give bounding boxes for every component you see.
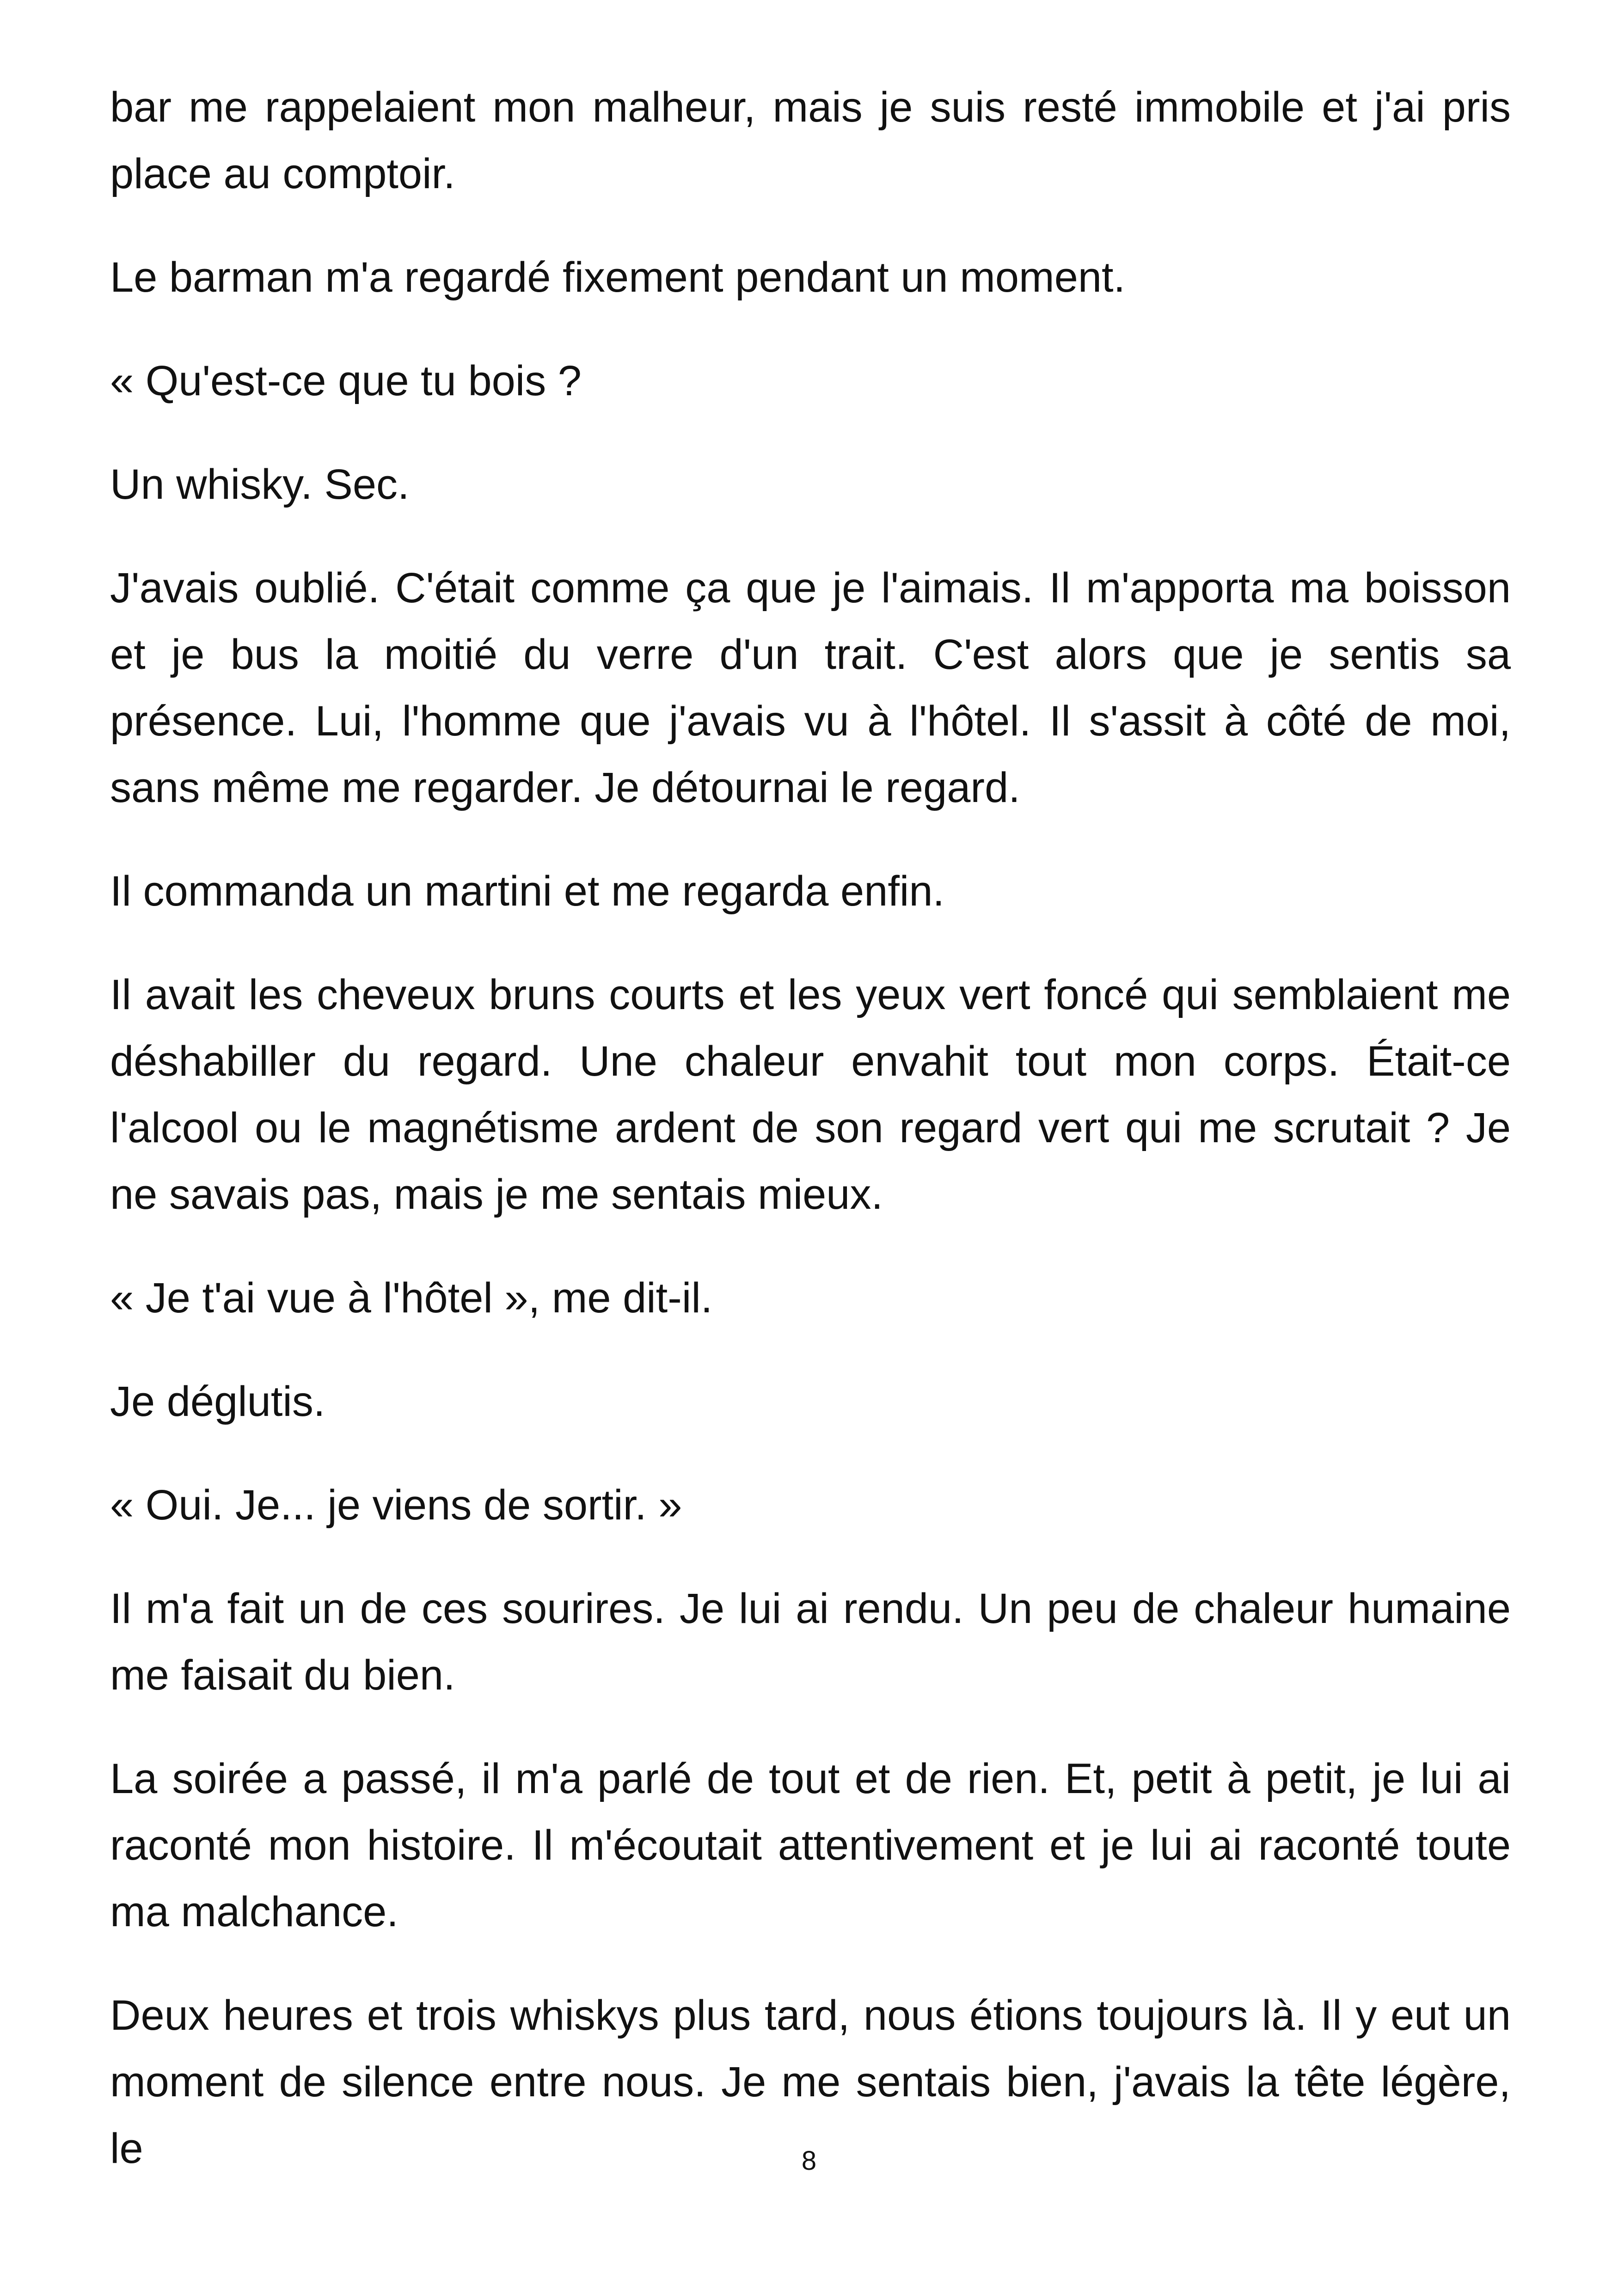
paragraph: « Je t'ai vue à l'hôtel », me dit-il. — [110, 1274, 713, 1322]
paragraph: J'avais oublié. C'était comme ça que je l'aimais. Il m'apporta ma boisson et je bus la moitié du verre d'un trait. C'est alors que je sentis sa présence. Lui, l'homme que j'avais vu à l'hôtel. Il s'assit à côté de moi, sans même me regarder. Je détournai le regard. — [110, 564, 1511, 811]
paragraph: Il m'a fait un de ces sourires. Je lui ai rendu. Un peu de chaleur humaine me faisait du bien. — [110, 1585, 1511, 1699]
paragraph: Il avait les cheveux bruns courts et les yeux vert foncé qui semblaient me déshabiller du regard. Une chaleur envahit tout mon corps. Était-ce l'alcool ou le magnétisme ardent de son regard vert qui me scrutait ? Je ne savais pas, mais je me sentais mieux. — [110, 971, 1511, 1218]
paragraph: Deux heures et trois whiskys plus tard, nous étions toujours là. Il y eut un moment de silence entre nous. Je me sentais bien, j'avais la tête légère, le — [110, 1992, 1511, 2172]
paragraph: Un whisky. Sec. — [110, 461, 410, 508]
paragraph: La soirée a passé, il m'a parlé de tout et de rien. Et, petit à petit, je lui ai raconté mon histoire. Il m'écoutait attentivement et je lui ai raconté toute ma malchance. — [110, 1755, 1511, 1935]
paragraph: « Oui. Je... je viens de sortir. » — [110, 1482, 682, 1529]
paragraph: Je déglutis. — [110, 1378, 325, 1425]
paragraph: Il commanda un martini et me regarda enfin. — [110, 868, 945, 915]
paragraph: « Qu'est-ce que tu bois ? — [110, 357, 582, 404]
paragraph: bar me rappelaient mon malheur, mais je suis resté immobile et j'ai pris place au comptoir. — [110, 84, 1511, 197]
body-text — [110, 74, 1511, 2182]
page-number: 8 — [801, 2146, 817, 2176]
paragraph: Le barman m'a regardé fixement pendant un moment. — [110, 254, 1126, 301]
